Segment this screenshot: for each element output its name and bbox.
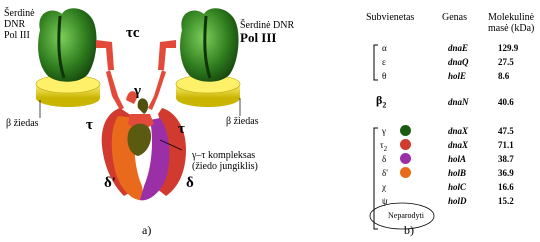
gene-dnaX-tau: dnaX [448, 140, 469, 150]
mass-chi: 16.6 [498, 182, 514, 192]
header-mass-line-2: masė (kDa) [488, 23, 535, 34]
subunit-delta-prime: δ' [382, 168, 388, 178]
subunit-beta2: $\beta_2$ [376, 93, 387, 110]
color-dot [400, 153, 411, 164]
gene-dnaE: dnaE [448, 43, 469, 53]
color-dot [400, 167, 411, 178]
mass-theta: 8.6 [498, 71, 510, 81]
beta-left-label: β žiedas [6, 118, 39, 129]
gene-holD: holD [448, 196, 467, 206]
mass-gamma: 47.5 [498, 126, 514, 136]
not-shown-label: Neparodyti [388, 211, 424, 220]
gene-holE: holE [448, 71, 467, 81]
gene-holC: holC [448, 182, 467, 192]
mass-psi: 15.2 [498, 196, 514, 206]
subunit-gamma: γ [382, 126, 386, 136]
color-dot [400, 139, 411, 150]
tau-linkers [96, 40, 176, 110]
header-mass [488, 12, 534, 34]
delta-prime-color-dot [400, 167, 411, 180]
tau-left-label: τ [86, 117, 93, 133]
mass-tau2: 71.1 [498, 140, 514, 150]
panel-b-label: b) [404, 223, 414, 237]
beta-right-label: β žiedas [226, 116, 259, 127]
core-left-line-3: Pol III [4, 30, 30, 41]
core-left-line-1: Šerdinė [4, 8, 35, 19]
tau-c-label: τc [126, 25, 140, 41]
gene-dnaQ: dnaQ [448, 57, 469, 67]
core-right-line-2: Pol III [240, 30, 277, 45]
header-gene: Genas [442, 12, 467, 23]
subunit-alpha: α [382, 43, 387, 53]
core-right-label [240, 20, 294, 45]
subunit-theta: θ [382, 71, 387, 81]
subunit-psi: ψ [382, 196, 388, 206]
table-brackets [374, 45, 378, 229]
tau-right-label: τ [178, 121, 185, 137]
tau-color-dot [400, 139, 411, 152]
complex-label [192, 150, 258, 172]
subunit-delta: δ [382, 154, 387, 164]
gamma-color-dot [400, 125, 411, 138]
core-left-line-2: DNR [4, 19, 26, 30]
subunit-epsilon: ε [382, 57, 386, 67]
pol-iii-core-left [38, 8, 97, 82]
mass-alpha: 129.9 [498, 43, 519, 53]
delta-color-dot [400, 153, 411, 166]
mass-delta: 38.7 [498, 154, 514, 164]
gamma-label: γ [134, 83, 142, 99]
gene-holB: holB [448, 168, 467, 178]
panel-a-label: a) [142, 223, 152, 237]
delta-label: δ [186, 175, 194, 191]
subunit-chi: χ [382, 182, 386, 192]
complex-line-1: γ–τ kompleksas [192, 150, 256, 161]
color-dot [400, 125, 411, 136]
mass-epsilon: 27.5 [498, 57, 514, 67]
mass-beta2: 40.6 [498, 97, 514, 107]
gene-dnaN: dnaN [448, 97, 469, 107]
header-subunit: Subvienetas [366, 12, 415, 23]
mass-delta-prime: 36.9 [498, 168, 514, 178]
subunit-tau2: $\tau_2$ [380, 140, 388, 153]
pol-iii-core-right [180, 8, 239, 82]
core-right-line-1: Šerdinė DNR [240, 20, 295, 31]
header-mass-line-1: Molekulinė [488, 12, 535, 23]
complex-line-2: (žiedo jungiklis) [192, 161, 258, 172]
gene-holA: holA [448, 154, 467, 164]
gene-dnaX-gamma: dnaX [448, 126, 469, 136]
core-left-label [4, 8, 35, 41]
delta-prime-label: δ' [104, 175, 116, 191]
